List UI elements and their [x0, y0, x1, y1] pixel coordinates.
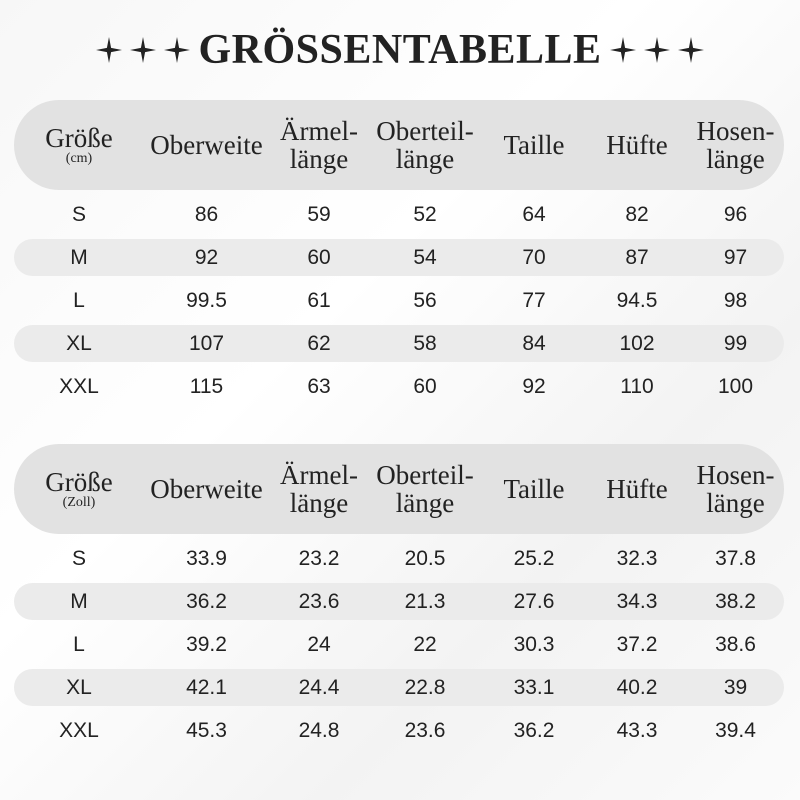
header-label: Taille: [503, 130, 565, 160]
measurement-cell: 62: [307, 331, 331, 355]
measurement-cell: 24: [307, 632, 331, 656]
measurement-cell: 32.3: [616, 546, 658, 570]
table-body: [14, 196, 784, 405]
table-row: [14, 239, 784, 276]
measurement-cell: 43.3: [616, 718, 658, 742]
header-label: Oberteil-: [376, 116, 474, 146]
header-cell: [687, 117, 784, 173]
header-label: länge: [395, 488, 455, 518]
sparkle-icon: [164, 37, 190, 63]
table-row: [14, 282, 784, 319]
header-label: Oberweite: [150, 130, 263, 160]
sparkle-icon: [130, 37, 156, 63]
header-label: Hüfte: [606, 474, 668, 504]
sparkles-right: [610, 37, 704, 63]
measurement-cell: 23.2: [298, 546, 340, 570]
header-cell: [14, 124, 144, 166]
measurement-cell: 23.6: [298, 589, 340, 613]
header-label: länge: [289, 144, 349, 174]
header-label: länge: [395, 144, 455, 174]
sparkle-icon: [678, 37, 704, 63]
table-row: [14, 712, 784, 749]
size-label: XL: [66, 675, 92, 699]
header-cell: [269, 461, 369, 517]
header-label: Hüfte: [606, 130, 668, 160]
header-label: länge: [706, 488, 765, 518]
measurement-cell: 77: [522, 288, 546, 312]
header-cell: [14, 468, 144, 510]
table-header: [14, 100, 784, 190]
header-label: länge: [706, 144, 765, 174]
unit-label: (Zoll): [62, 495, 96, 510]
measurement-cell: 86: [194, 202, 219, 226]
table-row: [14, 583, 784, 620]
measurement-cell: 25.2: [513, 546, 555, 570]
measurement-cell: 36.2: [513, 718, 555, 742]
measurement-cell: 82: [625, 202, 649, 226]
measurement-cell: 99: [723, 331, 748, 355]
measurement-cell: 58: [413, 331, 437, 355]
size-label: S: [71, 546, 86, 570]
measurement-cell: 39: [723, 675, 748, 699]
header-label: länge: [289, 488, 349, 518]
table-row: [14, 368, 784, 405]
measurement-cell: 39.2: [186, 632, 227, 656]
header-cell: [587, 475, 687, 503]
table-row: [14, 540, 784, 577]
header-cell: [481, 475, 587, 503]
measurement-cell: 27.6: [513, 589, 555, 613]
measurement-cell: 107: [188, 331, 225, 355]
measurement-cell: 92: [194, 245, 219, 269]
table-body: [14, 540, 784, 749]
measurement-cell: 98: [723, 288, 748, 312]
header-label: Oberweite: [150, 474, 263, 504]
measurement-cell: 24.4: [298, 675, 340, 699]
measurement-cell: 37.2: [616, 632, 658, 656]
measurement-cell: 30.3: [513, 632, 555, 656]
measurement-cell: 64: [522, 202, 546, 226]
measurement-cell: 94.5: [616, 288, 658, 312]
measurement-cell: 40.2: [616, 675, 658, 699]
header-label: Ärmel-: [280, 460, 358, 490]
measurement-cell: 97: [723, 245, 748, 269]
header-label: Ärmel-: [280, 116, 358, 146]
measurement-cell: 100: [717, 374, 754, 398]
header-cell: [369, 461, 481, 517]
measurement-cell: 42.1: [186, 675, 227, 699]
measurement-cell: 102: [619, 331, 655, 355]
header-cell: [144, 131, 269, 159]
measurement-cell: 110: [620, 374, 654, 398]
size-label: S: [71, 202, 86, 226]
measurement-cell: 38.6: [715, 632, 756, 656]
header-cell: [144, 475, 269, 503]
header-label: Hosen-: [696, 116, 775, 146]
measurement-cell: 115: [189, 374, 224, 398]
header-label: Oberteil-: [376, 460, 474, 490]
sparkles-left: [96, 37, 190, 63]
header-cell: [687, 461, 784, 517]
measurement-cell: 33.1: [513, 675, 555, 699]
measurement-cell: 33.9: [186, 546, 227, 570]
size-label: L: [73, 632, 85, 656]
measurement-cell: 45.3: [186, 718, 227, 742]
measurement-cell: 59: [307, 202, 331, 226]
measurement-cell: 61: [307, 288, 331, 312]
measurement-cell: 22: [413, 632, 437, 656]
header-cell: [269, 117, 369, 173]
size-label: XXL: [59, 374, 99, 398]
measurement-cell: 38.2: [715, 589, 756, 613]
measurement-cell: 21.3: [404, 589, 446, 613]
table-row: [14, 196, 784, 233]
table-row: [14, 325, 784, 362]
measurement-cell: 39.4: [715, 718, 756, 742]
measurement-cell: 96: [723, 202, 748, 226]
size-label: XXL: [59, 718, 99, 742]
measurement-cell: 20.5: [404, 546, 446, 570]
page-title: GRÖSSENTABELLE: [198, 27, 602, 73]
measurement-cell: 70: [522, 245, 546, 269]
measurement-cell: 24.8: [298, 718, 340, 742]
measurement-cell: 87: [625, 245, 649, 269]
measurement-cell: 60: [307, 245, 331, 269]
header-cell: [587, 131, 687, 159]
unit-label: (cm): [65, 151, 93, 166]
size-label: M: [70, 589, 88, 613]
measurement-cell: 36.2: [186, 589, 227, 613]
measurement-cell: 92: [522, 374, 546, 398]
measurement-cell: 52: [413, 202, 437, 226]
measurement-cell: 22.8: [404, 675, 446, 699]
measurement-cell: 84: [522, 331, 546, 355]
header-label: Hosen-: [696, 460, 775, 490]
measurement-cell: 60: [413, 374, 437, 398]
header-cell: [369, 117, 481, 173]
table-row: [14, 669, 784, 706]
size-label: M: [70, 245, 88, 269]
size-label: XL: [66, 331, 92, 355]
measurement-cell: 54: [413, 245, 437, 269]
size-label: L: [73, 288, 85, 312]
header-label: Größe: [45, 123, 113, 153]
sparkle-icon: [644, 37, 670, 63]
measurement-cell: 23.6: [404, 718, 446, 742]
measurement-cell: 99.5: [186, 288, 227, 312]
measurement-cell: 63: [307, 374, 331, 398]
sparkle-icon: [96, 37, 122, 63]
size-table-zoll: [14, 444, 784, 749]
measurement-cell: 37.8: [715, 546, 756, 570]
size-table-cm: [14, 100, 784, 405]
title-row: [0, 22, 800, 78]
table-header: [14, 444, 784, 534]
measurement-cell: 56: [413, 288, 437, 312]
sparkle-icon: [610, 37, 636, 63]
measurement-cell: 34.3: [616, 589, 658, 613]
header-label: Größe: [45, 467, 113, 497]
header-cell: [481, 131, 587, 159]
table-row: [14, 626, 784, 663]
header-label: Taille: [503, 474, 565, 504]
